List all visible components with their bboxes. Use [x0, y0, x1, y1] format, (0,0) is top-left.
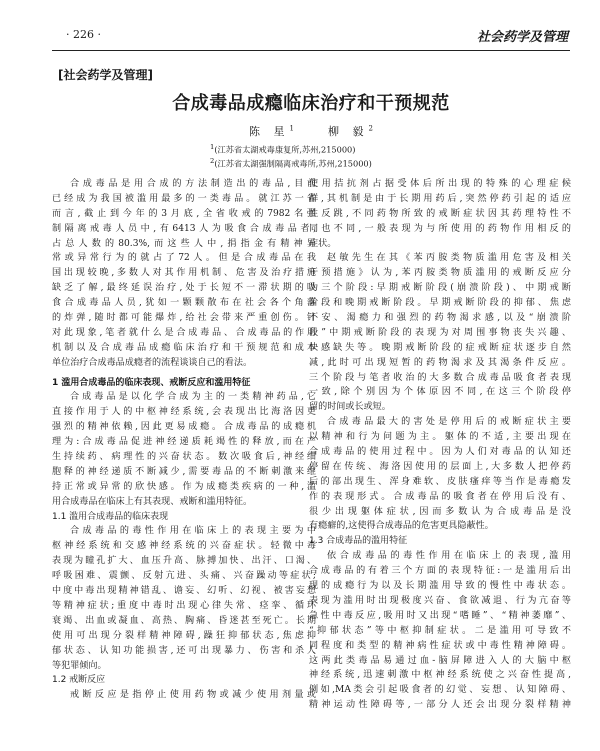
- body-text-line: 三个阶段与笔者收治的大多数合成毒品吸食者表现: [309, 372, 571, 383]
- body-text-line: 中度中毒出现精神错乱、谵妄、幻听、幻视、被害妄想: [52, 586, 316, 597]
- body-text-line: 占总人数的80.3%,而这些人中,捐指金有精神异: [52, 238, 316, 249]
- affiliation-text: (江苏省太湖戒毒康复所,苏州,215000): [214, 144, 356, 155]
- affiliation-mark: 2: [210, 157, 215, 165]
- paragraph-last-line: 用合成毒品在临床上有其表现、戒断和滥用特征。: [52, 496, 253, 507]
- body-text-line: 制隔离戒毒人员中,有6413人为吸食合成毒品者,: [52, 223, 316, 234]
- paragraph-last-line: 症状。: [309, 238, 337, 249]
- body-text-line: 不安、渴瘾力和强烈的药物渴求感,以及“崩溃阶: [309, 313, 571, 324]
- article-title: 合成毒品成瘾临床治疗和干预规范: [172, 93, 450, 114]
- body-text-line: 合成毒品的有着三个方面的表现特征:一是滥用后出: [309, 566, 571, 577]
- body-text-line: 食合成毒品人员,犹如一颗颗散布在社会各个角落: [52, 298, 316, 309]
- author-affiliation-mark: 1: [289, 124, 294, 133]
- body-text-line: 为三个阶段:早期戒断阶段(崩溃阶段)、中期戒断: [309, 283, 571, 294]
- body-text-line: 很少出现躯体症状,因而多数认为合成毒品是没: [309, 506, 571, 517]
- header-rule: [52, 50, 570, 51]
- body-text-line: 机制以及合成毒品成瘾临床治疗和干预规范和成本: [52, 342, 316, 353]
- body-text-line: 呼吸困难、震颤、反射亢进、头痛、兴奋躁动等症状;: [52, 571, 316, 582]
- paragraph-first-line: 赵敏先生在其《苯丙胺类物质滥用危害及相关: [327, 253, 571, 264]
- body-text-line: 衰竭、出血或凝血、高热、胸痛、昏迷甚至死亡。长期: [52, 615, 316, 626]
- section-label: [社会药学及管理]: [58, 68, 153, 82]
- body-text-line: “抑郁状态”等中枢抑制症状。二是滥用可导致不: [309, 625, 571, 636]
- body-text-line: 枢神经系统和交感神经系统的兴奋症状。轻微中毒: [52, 541, 316, 552]
- paragraph-first-line: 合成毒品的毒性作用在临床上的表现主要为中: [70, 526, 316, 537]
- subsection-heading: 1.2 戒断反应: [52, 675, 106, 686]
- affiliation: [210, 143, 355, 156]
- body-text-line: 表现为滥用时出现极度兴奋、食欲减退、行为亢奋等: [309, 595, 571, 606]
- body-text-line: 段”中期戒断阶段的表现为对周围事物丧失兴趣、: [309, 327, 571, 338]
- body-text-line: 而言,截止到今年的3月底,全省收戒的7982名强: [52, 208, 316, 219]
- body-text-line: 国出现较晚,多数人对其作用机制、危害及治疗措施: [52, 268, 316, 279]
- body-text-line: 对此现象,笔者就什么是合成毒品、合成毒品的作用: [52, 327, 316, 338]
- paragraph-last-line: 单位治疗合成毒品成瘾者的流程谈谈自己的看法。: [52, 357, 253, 368]
- body-text-line: 直接作用于人的中枢神经系统,会表现出比海洛因更: [52, 407, 316, 418]
- body-text-line: 郁状态、认知功能损害,还可出现暴力、伤害和杀人: [52, 645, 316, 656]
- subsection-heading: 1.1 滥用合成毒品的临床表现: [52, 511, 169, 522]
- body-text-line: 后的部出现生、浑身难软、皮肤瘙痒等当作是毒瘾发: [309, 476, 571, 487]
- body-text-line: 群,其机制是由于长期用药后,突然停药引起的适应: [309, 193, 571, 204]
- body-text-line: 现的成瘾行为以及长期滥用导致的慢性中毒状态。: [309, 581, 571, 592]
- right-text-column: [309, 177, 571, 751]
- body-text-line: 使用可出现分裂样精神障碍,躁狂抑郁状态,焦虑抑: [52, 630, 316, 641]
- running-header: [52, 26, 570, 48]
- paragraph-last-line: 留的时间或长或短。: [309, 402, 391, 413]
- affiliation-mark: 1: [210, 143, 215, 151]
- body-text-line: 常或异常行为的就占了72人。但是合成毒品在我: [52, 253, 316, 264]
- journal-section-name: 社会药学及管理: [476, 30, 568, 45]
- paragraph-first-line: 依合成毒品的毒性作用在临床上的表现,滥用: [327, 551, 571, 562]
- body-text-line: 神经系统,迅速刺激中枢神经系统使之兴奋性提高,: [309, 670, 571, 681]
- body-text-line: 一致,除个别因为个体原因不同,在这三个阶段停: [309, 387, 571, 398]
- page-number: · 226 ·: [66, 28, 101, 41]
- affiliation-text: (江苏省太湖强制隔离戒毒所,苏州,215000): [214, 158, 372, 169]
- paragraph-first-line: 合成毒品是以化学合成为主的一类精神药品,它: [70, 392, 316, 403]
- body-text-line: 同也不同,一般表现为与所使用的药物作用相反的: [309, 223, 571, 234]
- body-text-line: 生持续药、病理性的兴奋状态。数次吸食后,神经细: [52, 452, 316, 463]
- body-text-line: 性反跳,不同药物所致的戒断症状因其药理特性不: [309, 208, 571, 219]
- body-text-line: 减,此时可出现短暂的药物渴求及其渴条件反应。: [309, 357, 571, 368]
- body-text-line: 等精神症状;重度中毒时出现心律失常、痉挛、循环: [52, 600, 316, 611]
- body-text-line: 强烈的精神依赖,因此更易成瘾。合成毒品的成瘾机: [52, 422, 316, 433]
- body-text-line: 停留在传统、海洛因使用的层面上,大多数人把停药: [309, 461, 571, 472]
- body-text-line: 阶段和晚期戒断阶段。早期戒断阶段的抑郁、焦虑: [309, 298, 571, 309]
- left-text-column: [52, 177, 316, 751]
- body-text-line: 持正常或异常的欣快感。作为成瘾类疾病的一种,滥: [52, 481, 316, 492]
- body-text-line: 的炸弹,随时都可能爆炸,给社会带来严重创伤。针: [52, 313, 316, 324]
- affiliation: [210, 157, 372, 170]
- body-text-line: 精神运动性障碍等,一部分人还会出现分裂样精神: [309, 700, 571, 711]
- body-text-line: 这两此类毒品易通过血-脑屏障进入人的大脑中枢: [309, 655, 571, 666]
- paragraph-first-line: 合成毒品是用合成的方法制造出的毒品,目前: [70, 179, 316, 189]
- body-text-line: 同程度和类型的精神病性症状或中毒性精神障碍。: [309, 640, 571, 651]
- body-text-line: 表现为瞳孔扩大、血压升高、脉搏加快、出汗、口渴、: [52, 556, 316, 567]
- paragraph-first-line: 合成毒品最大的害处是停用后的戒断症状主要: [327, 417, 571, 428]
- section-heading: 1 滥用合成毒品的临床表现、戒断反应和滥用特征: [52, 377, 251, 388]
- body-text-line: 以精神和行为问题为主。躯体的不适,主要出现在: [309, 432, 571, 443]
- body-text-line: 理为:合成毒品促进神经递质耗竭性的释放,而在产: [52, 437, 316, 448]
- body-text-line: 合成毒品的使用过程中。因为人们对毒品的认知还: [309, 447, 571, 458]
- body-text-line: 例如,MA类会引起吸食者的幻觉、妄想、认知障碍、: [309, 685, 571, 696]
- body-text-line: 胞释的神经递质不断减少,需要毒品的不断刺激来维: [52, 466, 316, 477]
- author-affiliation-mark: 2: [368, 124, 373, 133]
- author-name: 柳 毅: [328, 125, 369, 138]
- body-text-line: 快感缺失等。晚期戒断阶段的症戒断症状逐步自然: [309, 342, 571, 353]
- body-text-line: 干预措施》认为,苯丙胺类物质滥用的戒断反应分: [309, 268, 571, 279]
- body-text-line: 已经成为我国被滥用最多的一类毒品。就江苏一省: [52, 193, 316, 204]
- author-name: 陈 星: [249, 125, 290, 138]
- paragraph-last-line: 有瘾癖的,这使得合成毒品的危害更具隐蔽性。: [309, 521, 494, 532]
- body-text-line: 急性中毒反应,吸用时又出现“嗜睡”、“精神萎靡”、: [309, 610, 571, 621]
- authors: [52, 123, 570, 139]
- body-text-line: 作的表现形式。合成毒品的吸食者在停用后没有、: [309, 491, 571, 502]
- paragraph-first-line: 戒断反应是指停止使用药物或减少使用剂量或: [70, 690, 316, 701]
- subsection-heading: 1.3 合成毒品的滥用特征: [309, 536, 408, 547]
- body-text-line: 缺乏了解,最终延误治疗,处于长短不一滞状期的吸: [52, 283, 316, 294]
- body-text-line: 使用拮抗剂占据受体后所出现的特殊的心理症候: [309, 179, 571, 189]
- paragraph-last-line: 等犯罪倾向。: [52, 660, 107, 671]
